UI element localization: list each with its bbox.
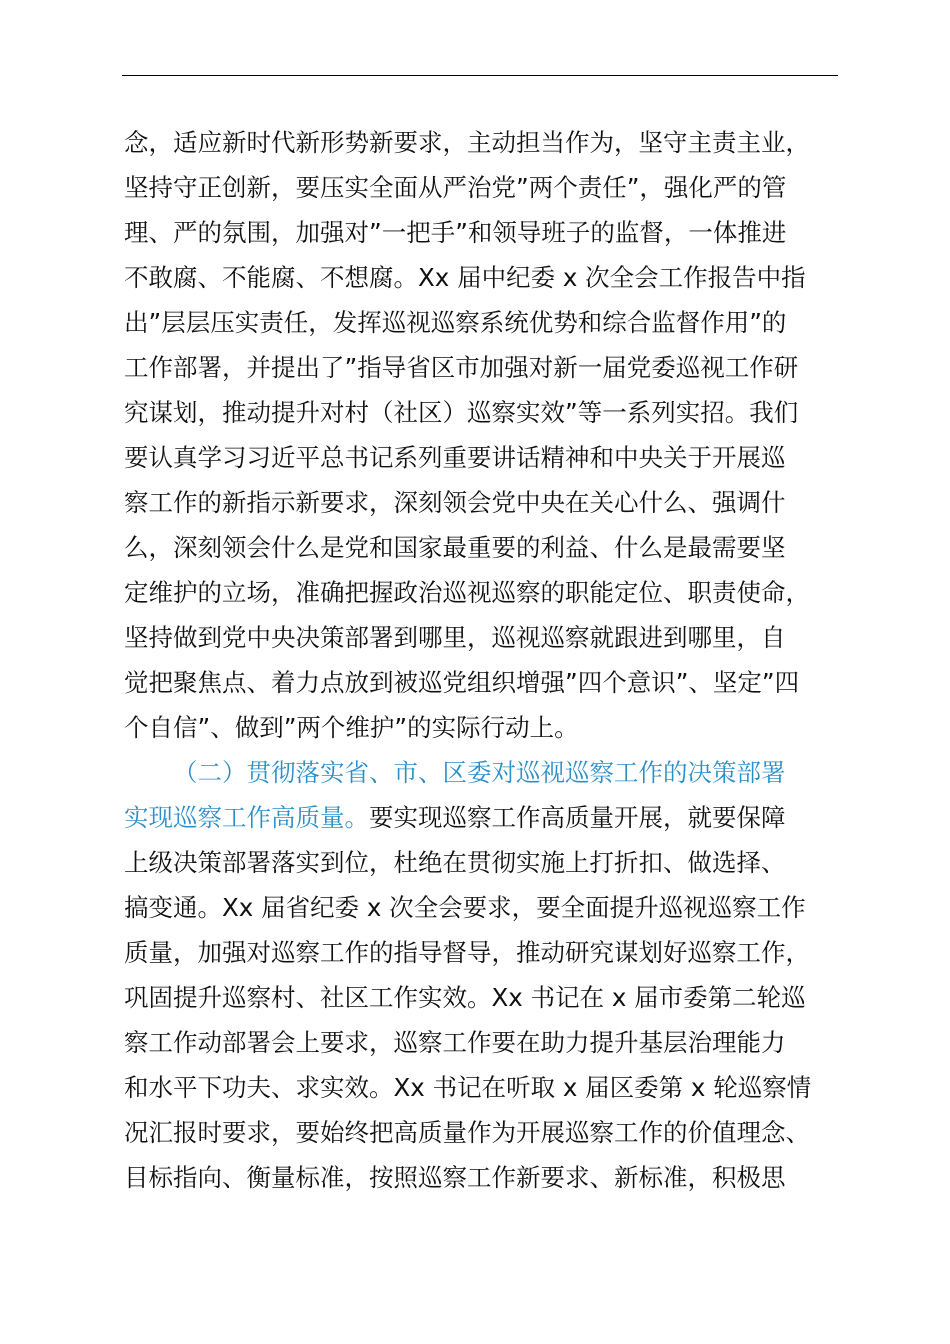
text-line: 目标指向、衡量标准，按照巡察工作新要求、新标准，积极思 — [124, 1163, 786, 1192]
text-line: 搞变通。Xx 届省纪委 x 次全会要求，要全面提升巡视巡察工作 — [124, 893, 806, 922]
text-span: 要实现巡察工作高质量开展，就要保障 — [369, 803, 786, 832]
text-line: 定维护的立场，准确把握政治巡视巡察的职能定位、职责使命， — [124, 578, 810, 607]
text-line: 工作部署，并提出了”指导省区市加强对新一届党委巡视工作研 — [124, 353, 799, 382]
text-line: 出”层层压实责任，发挥巡视巡察系统优势和综合监督作用”的 — [124, 308, 787, 337]
body-text — [124, 120, 864, 1200]
text-line: 坚持守正创新，要压实全面从严治党”两个责任”，强化严的管 — [124, 173, 787, 202]
text-line — [124, 795, 864, 840]
text-line: 况汇报时要求，要始终把高质量作为开展巡察工作的价值理念、 — [124, 1118, 810, 1147]
text-line: 理、严的氛围，加强对”一把手”和领导班子的监督，一体推进 — [124, 218, 787, 247]
text-line: 觉把聚焦点、着力点放到被巡党组织增强”四个意识”、坚定”四 — [124, 668, 800, 697]
text-line: 念，适应新时代新形势新要求，主动担当作为，坚守主责主业， — [124, 128, 810, 157]
text-line: 质量，加强对巡察工作的指导督导，推动研究谋划好巡察工作， — [124, 938, 810, 967]
text-line: 巩固提升巡察村、社区工作实效。Xx 书记在 x 届市委第二轮巡 — [124, 983, 806, 1012]
section-heading: （二）贯彻落实省、市、区委对巡视巡察工作的决策部署 — [173, 758, 786, 787]
text-line: 和水平下功夫、求实效。Xx 书记在听取 x 届区委第 x 轮巡察情 — [124, 1073, 812, 1102]
section-heading-continued: 实现巡察工作高质量。 — [124, 803, 369, 832]
text-line: 究谋划，推动提升对村（社区）巡察实效”等一系列实招。我们 — [124, 398, 799, 427]
paragraph-1 — [124, 120, 864, 750]
text-line: 坚持做到党中央决策部署到哪里，巡视巡察就跟进到哪里，自 — [124, 623, 786, 652]
text-line: 个自信”、做到”两个维护”的实际行动上。 — [124, 713, 579, 742]
text-line: 察工作动部署会上要求，巡察工作要在助力提升基层治理能力 — [124, 1028, 786, 1057]
text-line: 要认真学习习近平总书记系列重要讲话精神和中央关于开展巡 — [124, 443, 786, 472]
text-line: 么，深刻领会什么是党和国家最重要的利益、什么是最需要坚 — [124, 533, 786, 562]
text-line: 察工作的新指示新要求，深刻领会党中央在关心什么、强调什 — [124, 488, 786, 517]
paragraph-2 — [124, 750, 864, 1200]
header-rule — [122, 75, 838, 76]
text-line: 上级决策部署落实到位，杜绝在贯彻实施上打折扣、做选择、 — [124, 848, 786, 877]
text-line: 不敢腐、不能腐、不想腐。Xx 届中纪委 x 次全会工作报告中指 — [124, 263, 806, 292]
